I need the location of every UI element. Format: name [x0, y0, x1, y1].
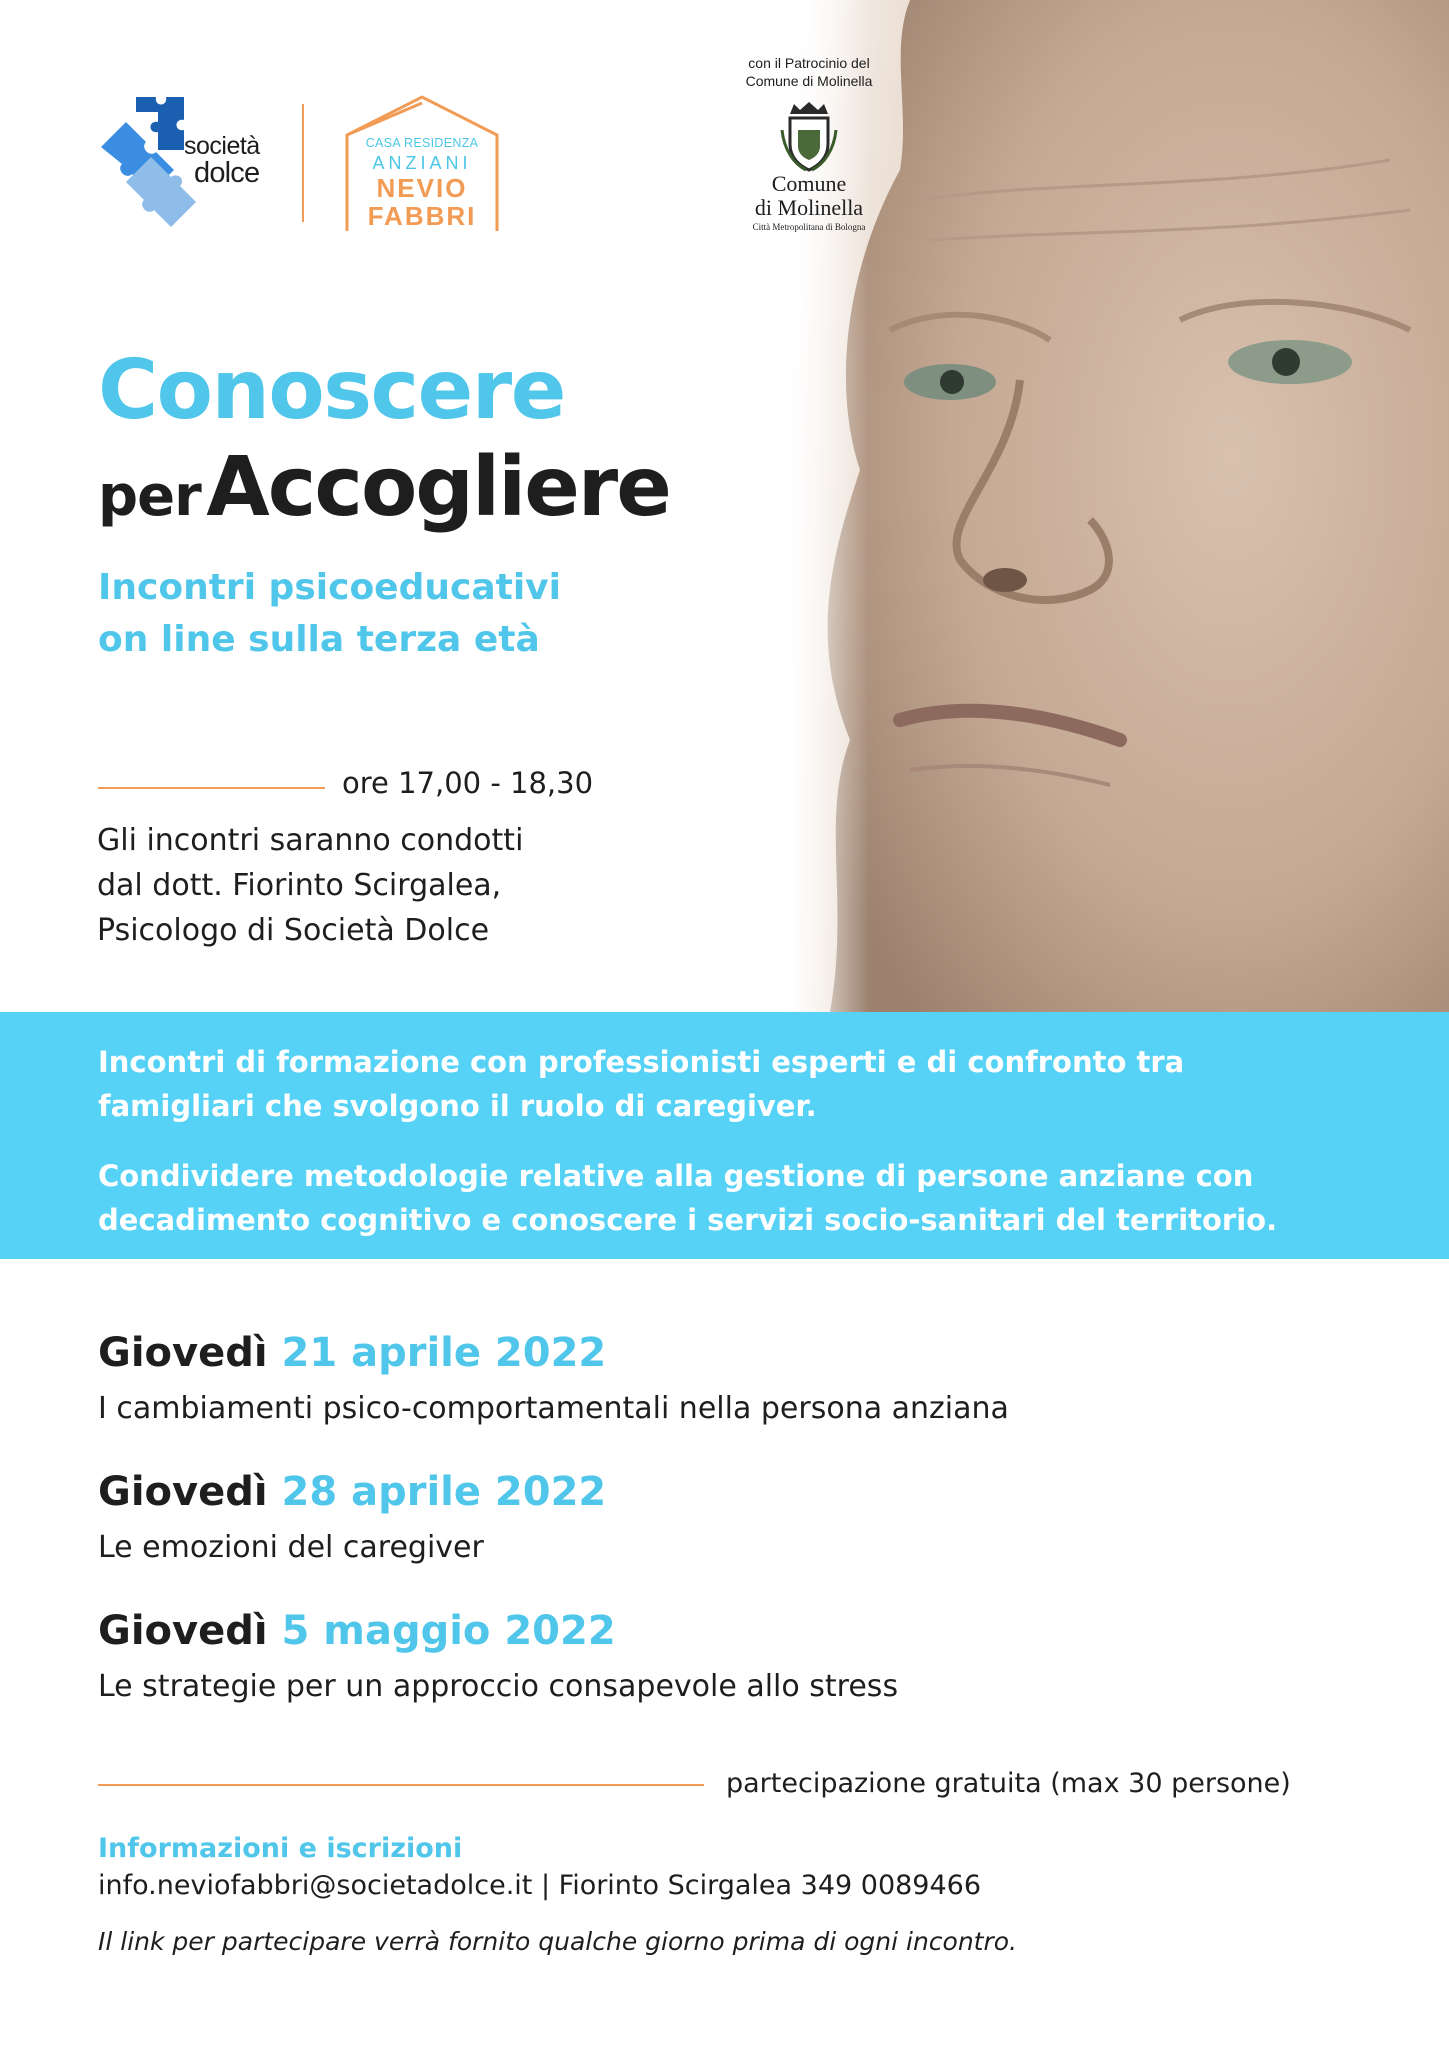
- casa-line3: NEVIO: [376, 173, 468, 203]
- band-p2-line2: decadimento cognitivo e conoscere i servizi socio-sanitari del territorio.: [98, 1203, 1278, 1237]
- title-line1: Conoscere: [98, 343, 565, 438]
- subtitle: [98, 562, 561, 666]
- schedule-time: ore 17,00 - 18,30: [342, 766, 594, 800]
- event-1-date-value: 21 aprile 2022: [281, 1330, 607, 1376]
- casa-line2: ANZIANI: [372, 153, 472, 173]
- event-3-date: [98, 1608, 616, 1654]
- band-paragraph2: [98, 1154, 1398, 1242]
- title-per: per: [98, 464, 201, 529]
- description-band: [0, 1012, 1449, 1259]
- event-2-day: Giovedì: [98, 1469, 268, 1515]
- footer-note: Il link per partecipare verrà fornito qualche giorno prima di ogni incontro.: [98, 1927, 1017, 1956]
- casa-line1: CASA RESIDENZA: [365, 136, 479, 150]
- host-line3: Psicologo di Società Dolce: [97, 913, 490, 948]
- band-p2-line1: Condividere metodologie relative alla gestione di persone anziane con: [98, 1159, 1254, 1193]
- casa-line4: FABBRI: [367, 201, 477, 231]
- patronage-line2: Comune di Molinella: [745, 73, 873, 89]
- info-heading: Informazioni e iscrizioni: [98, 1833, 463, 1864]
- title-accogliere: Accogliere: [206, 440, 670, 535]
- host-info: [97, 818, 523, 953]
- societa-dolce-word1: società: [184, 132, 260, 160]
- band-p1-line2: famigliari che svolgono il ruolo di caregiver.: [98, 1089, 817, 1123]
- patronage-block: [694, 54, 924, 232]
- participation-divider: [98, 1784, 704, 1786]
- societa-dolce-logo: [96, 92, 276, 232]
- event-3-day: Giovedì: [98, 1608, 268, 1654]
- subtitle-line1: Incontri psicoeducativi: [98, 567, 561, 608]
- comune-line2: di Molinella: [754, 195, 864, 220]
- comune-subtitle: Città Metropolitana di Bologna: [752, 222, 866, 232]
- casa-residenza-logo: [343, 93, 501, 233]
- band-p1-line1: Incontri di formazione con professionisti esperti e di confronto tra: [98, 1045, 1185, 1079]
- event-1-date: [98, 1330, 607, 1376]
- band-paragraph1: [98, 1040, 1398, 1128]
- host-line1: Gli incontri saranno condotti: [97, 823, 524, 858]
- time-divider: [98, 787, 325, 789]
- title-line2: [98, 440, 670, 535]
- event-1-day: Giovedì: [98, 1330, 268, 1376]
- event-2-date: [98, 1469, 607, 1515]
- host-line2: dal dott. Fiorinto Scirgalea,: [97, 868, 502, 903]
- coat-of-arms-icon: [780, 100, 838, 172]
- event-3-date-value: 5 maggio 2022: [281, 1608, 616, 1654]
- participation-text: partecipazione gratuita (max 30 persone): [726, 1768, 1291, 1799]
- societa-dolce-word2: dolce: [194, 157, 260, 189]
- event-2-title: Le emozioni del caregiver: [98, 1530, 484, 1565]
- patronage-line1: con il Patrocinio del: [748, 55, 870, 71]
- event-3-title: Le strategie per un approccio consapevole allo stress: [98, 1669, 899, 1704]
- info-contacts[interactable]: info.neviofabbri@societadolce.it | Fiorinto Scirgalea 349 0089466: [98, 1870, 982, 1901]
- event-1-title: I cambiamenti psico-comportamentali nella persona anziana: [98, 1391, 1009, 1426]
- comune-line1: Comune: [771, 171, 847, 196]
- event-2-date-value: 28 aprile 2022: [281, 1469, 607, 1515]
- logo-divider: [302, 104, 304, 222]
- subtitle-line2: on line sulla terza età: [98, 619, 540, 660]
